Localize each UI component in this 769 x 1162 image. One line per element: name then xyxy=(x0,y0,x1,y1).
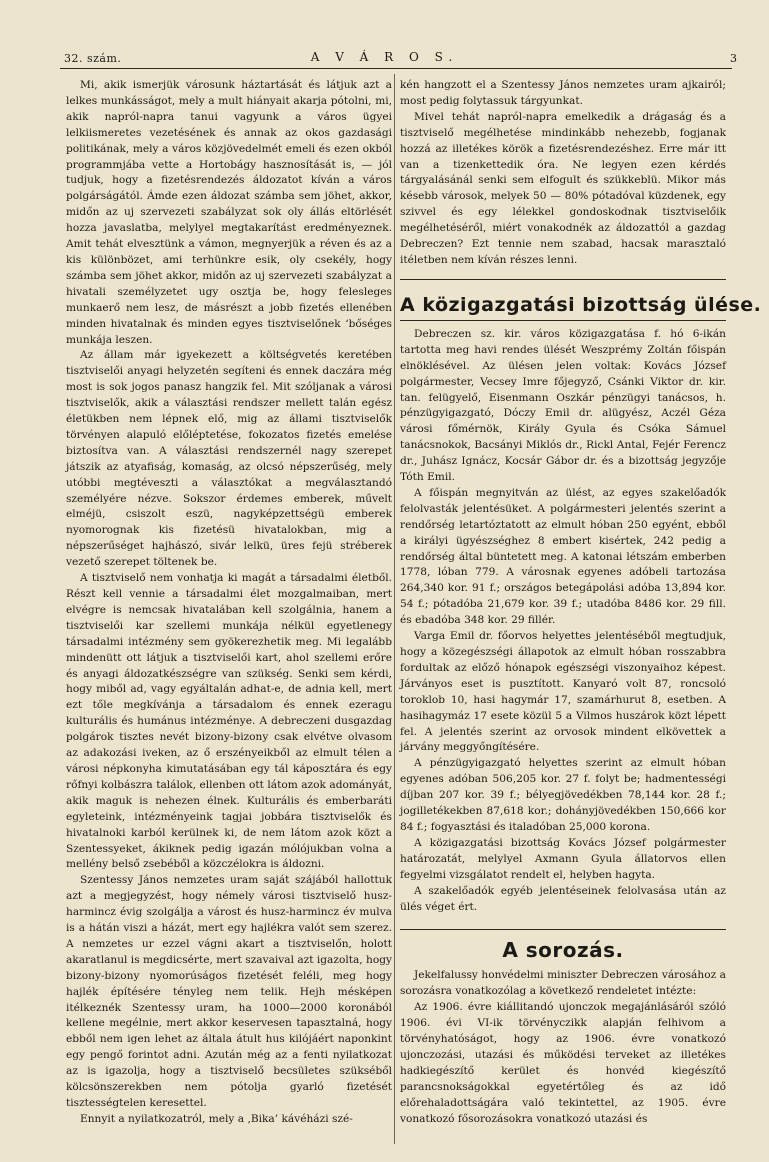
bizottsag-paragraph-2: A főispán megnyitván az ülést, az egyes szakelőadók felolvasták jelentésüket. A polgármesteri jelentés szerint a rendőrség letartóztatott az elmult hóban 250 egyént, ebből a királyi ügyészséghez 8 embert kisértek, 242 pedig a rendőrség által büntetett meg. A katonai létszám emberben 1778, lóban 779. A városnak egyenes adóbeli tartozása 264,340 kor. 91 f.; országos betegápolási adóba 13,894 kor. 54 f.; pótadóba 21,679 kor. 39 f.; utadóba 8486 kor. 29 fill. és ebadóba 348 kor. 29 fillér. xyxy=(400,486,726,627)
newspaper-title: A V Á R O S. xyxy=(310,50,459,64)
bizottsag-paragraph-3: Varga Emil dr. főorvos helyettes jelentéséből megtudjuk, hogy a közegészségi állapotok az elmult hóban rosszabbra fordultak az előző hónapok egészségi viszonyaihoz képest. Járványos eset is pusztított. Kanyaró volt 87, roncsoló toroklob 10, hasi hagymár 17, szamárhurut 8, esetben. A hasihagymáz 17 esete közül 5 a Vilmos huszárok közt lépett fel. A jelentés szerint az orvosok mindent elkövettek a járvány meggyőngítésére. xyxy=(400,630,726,754)
header-rule xyxy=(60,68,732,69)
left-paragraph-4: Szentessy János nemzetes uram saját szájából hallottuk azt a megjegyzést, hogy némely városi tisztviselő husz-harmincz évig szolgálja a várost és husz-harmincz év mulva is a hátán viszi a házát, mert egy hajlékra valót sem szerez. A nemzetes ur ezzel vágni akart a tisztviselőn, holott akaratlanul is megdicsérte, mert szavaival azt igazolta, hogy bizony-bizony nyomorúságos fizetését feléli, meg hogy hajlék építésére tényleg nem telik. Hejh mésképen itélkeznék Szentessy uram, ha 1000—2000 koronából kellene megélnie, mert akkor keservesen tapasztalná, hogy ebből nem igen lehet az általa átult hus kilójáért naponkint egy pengő forintot adni. Azután még az a fenti nyilatkozat az is igazolja, hogy a tisztviselő becsületes szükséből kölcsönszerekben nem pótolja gyarló fizetését tisztességtelen keresettel. xyxy=(66,874,392,1109)
bizottsag-paragraph-1: Debreczen sz. kir. város közigazgatása f. hó 6-ikán tartotta meg havi rendes ülését Weszprémy Zoltán főispán elnöklésével. Az ülésen jelen voltak: Kovács József polgármester, Vecsey Imre főjegyző, Csánki Viktor dr. kir. tan. felügyelő, Eisenmann Oszkár pénzügyi tanácsos, h. pénzügyigazgató, Dóczy Emil dr. alügyész, Aczél Géza városi főmérnök, Király Gyula és Csóka Sámuel tanácsnokok, Bacsányi Miklós dr., Rickl Antal, Fejér Ferencz dr., Juhász Ignácz, Kocsár Gábor dr. és a bizottság jegyzője Tóth Emil. xyxy=(400,327,726,484)
left-column xyxy=(66,78,392,1128)
column-divider xyxy=(394,74,395,1144)
page-number: 3 xyxy=(730,52,738,65)
section-divider xyxy=(400,279,726,280)
right-intro-paragraph-1: kén hangzott el a Szentessy János nemzetes uram ajkairól; most pedig folytassuk tárgyunkat. xyxy=(400,79,726,107)
right-intro-paragraph-2: Mivel tehát napról-napra emelkedik a drágaság és a tisztviselő megélhetése mindinkább nehezebb, fogjanak hozzá az illetékes körök a fizetésrendezéshez. Erre már itt van a tizenkettedik óra. Ne legyen ezen kérdés tárgyalásánál senki sem elfogult és szükkeblü. Mikor más késebb városok, melyek 50 — 80% pótadóval küzdenek, egy szivvel és egy lélekkel gondoskodnak tisztviselőik megélhetéséről, miért vonakodnék az áldozattól a gazdag Debreczen? Ezt tennie nem szabad, hacsak marasztaló itéletben nem kíván részes lenni. xyxy=(400,110,726,266)
section-heading-bizottsag: A közigazgatási bizottság ülése. xyxy=(400,293,762,316)
left-paragraph-2: Az állam már igyekezett a költségvetés keretében tisztviselői anyagi helyzetén segíteni és ennek daczára még most is sok jogos panasz hangzik fel. Mit szóljanak a városi tisztviselők, akik a választási rendszer mellett talán egész életükben nem lépnek elő, mig az állami tisztviselők törvényen alapuló előléptetése, fokozatos fizetés emelése biztosítva van. A választási rendszernél nagy szerepet játszik az atyafiság, komaság, az olcsó népszerűség, mely utóbbi megtéveszti a választókat a megválasztandó személyére nézve. Sokszor érdemes emberek, művelt elméjü, csiszolt eszü, nagyképzettségü emberek nyomorognak kis fizetésü hivatalokban, mig a népszerűséget hajhászó, sivár lelkü, üres fejü stréberek vezető szerepet töltenek be. xyxy=(66,349,392,569)
section-heading-sorozas: A sorozás. xyxy=(502,938,624,963)
left-paragraph-1: Mi, akik ismerjük városunk háztartását és látjuk azt a lelkes munkásságot, mely a mult hiányait akarja pótolni, mi, akik napról-napra tanui vagyunk a város ügyei lelkiismeretes vezetésének és annak az okos gazdasági politikának, mely a város közjövedelmét emeli és ezen okból programmjába vette a Hortobágy hasznosítását is, — jól tudjuk, hogy a fizetésrendezés áldozatot kíván a város polgárságától. Ámde ezen áldozat számba sem jöhet, akkor, midőn az uj szervezeti szabályzat sok oly állás eltörlését hozza javaslatba, melylyel megtakarítást eredményeznek. Amit tehát elvesztünk a vámon, megnyerjük a réven és az a kis különbözet, ami terhünkre esik, oly csekély, hogy számba sem jöhet akkor, midőn az uj szervezeti szabályzat a hivatali személyzetet ugy osztja be, hogy felesleges munkaerő nem lesz, de másrészt a jobb fizetés ellenében minden hivatalnak és minden egyes tisztviselőnek ‘bőséges munkája leszen. xyxy=(66,79,392,346)
bizottsag-paragraph-6: A szakelőadók egyéb jelentéseinek felolvasása után az ülés véget ért. xyxy=(400,884,726,913)
sorozas-paragraph-1: Jekelfalussy honvédelmi miniszter Debreczen városához a sorozásra vonatkozólag a következő rendeletet intézte: xyxy=(400,969,726,998)
bizottsag-paragraph-5: A közigazgatási bizottság Kovács József polgármester határozatát, melylyel Axmann Gyula állatorvos ellen fegyelmi vizsgálatot rendelt el, helyben hagyta. xyxy=(400,836,726,881)
heading-underline xyxy=(400,320,726,321)
right-column xyxy=(400,78,762,1127)
sorozas-paragraph-2: Az 1906. évre kiállitandó ujonczok megajánlásáról szóló 1906. évi VI-ik törvényczikk alapján felhivom a törvényhatóságot, hogy az 1906. évre vonatkozó ujonczozási, utazási és működési terveket az illetékes hadkiegészítő kerület és honvéd kiegészítő parancsnokságokkal egyetértőleg és az idő előrehaladottságára való tekintettel, az 1905. évre vonatkozó fősorozásokra vonatkozó utazási és xyxy=(400,1001,726,1125)
left-paragraph-3: A tisztviselő nem vonhatja ki magát a társadalmi életből. Részt kell vennie a társadalmi élet mozgalmaiban, mert elvégre is nemcsak hivatalában kell szolgálnia, hanem a tisztviselői kar szellemi munkája nélkül egyetlenegy társadalmi intézmény sem gyökerezhetik meg. Mi legalább mindenütt ott látjuk a tisztviselői kart, ahol szellemi erőre és anyagi áldozatkészségre van szükség. Senki sem kérdi, hogy miből ad, vagy egyáltalán adhat-e, de adnia kell, mert ezt tőle megkívánja a társadalom és ennek ezeragu kulturális és humánus intézménye. A debreczeni dusgazdag polgárok tisztes nevét bizony-bizony csak elvétve olvasom az adakozási iveken, az ő erszényeikből az elmult télen a városi népkonyha kimutatásában egy tál káposztára és egy rőfnyi kolbászra találok, ellenben ott látom azok adományát, akik maguk is nehezen élnek. Kulturális és emberbaráti egyleteink, intézményeink tagjai jobbára tisztviselők és hivatalnoki karból kerülnek ki, de nem látom azok közt a Szentessyeket, ákiknek pedig igazán mólójukban volna a mellény belső zsebéből a közczélokra is áldozni. xyxy=(66,572,392,871)
issue-number: 32. szám. xyxy=(64,52,122,65)
bizottsag-paragraph-4: A pénzügyigazgató helyettes szerint az elmult hóban egyenes adóban 506,205 kor. 27 f. folyt be; hadmentességi díjban 207 kor. 39 f.; bélyegjövedékben 78,144 kor. 28 f.; jogilletékekben 87,618 kor.; dohányjövedékben 150,666 kor 84 f.; fogyasztási és italadóban 25,000 korona. xyxy=(400,757,726,833)
section-divider-2 xyxy=(400,929,726,930)
left-paragraph-5: Ennyit a nyilatkozatról, mely a ‚Bika’ kávéházi szé- xyxy=(80,1112,353,1125)
